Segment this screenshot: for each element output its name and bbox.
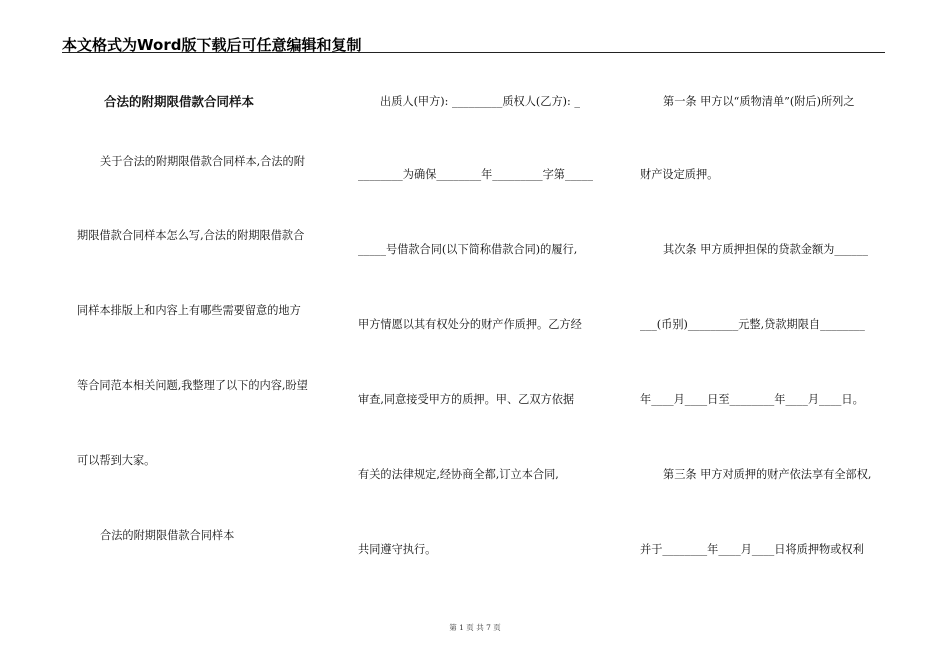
paragraph-line: 可以帮到大家。 [77,454,156,467]
paragraph-line: 关于合法的附期限借款合同样本,合法的附 [100,155,305,168]
clause-line: 其次条 甲方质押担保的贷款金额为______ [663,243,868,256]
document-title: 合法的附期限借款合同样本 [104,94,255,109]
paragraph-line: 审查,同意接受甲方的质押。甲、乙双方依据 [358,393,575,406]
clause-line: 并于________年____月____日将质押物或权利 [640,543,864,556]
paragraph-line: 等合同范本相关问题,我整理了以下的内容,盼望 [77,379,308,392]
paragraph-line: 甲方情愿以其有权处分的财产作质押。乙方经 [358,318,582,331]
paragraph-line: 有关的法律规定,经协商全都,订立本合同, [358,468,559,481]
header-rule [62,52,885,53]
clause-line: 第三条 甲方对质押的财产依法享有全部权, [663,468,872,481]
paragraph-line: 共同遵守执行。 [358,543,437,556]
header-banner: 本文格式为Word版下载后可任意编辑和复制 [62,36,362,54]
section-heading: 合法的附期限借款合同样本 [100,529,235,542]
paragraph-line: 期限借款合同样本怎么写,合法的附期限借款合 [77,229,305,242]
paragraph-line: 出质人(甲方): _________质权人(乙方): _ [380,95,580,108]
clause-line: 年____月____日至________年____月____日。 [640,393,864,406]
clause-line: 第一条 甲方以“质物清单”(附后)所列之 [663,95,855,108]
paragraph-line: 同样本排版上和内容上有哪些需要留意的地方 [77,304,301,317]
paragraph-line: _____号借款合同(以下简称借款合同)的履行, [358,243,578,256]
paragraph-line: ________为确保________年_________字第_____ [358,168,593,181]
clause-line: ___(币别)_________元整,贷款期限自________ [640,318,865,331]
clause-line: 财产设定质押。 [640,168,719,181]
page-number: 第 1 页 共 7 页 [449,623,501,632]
